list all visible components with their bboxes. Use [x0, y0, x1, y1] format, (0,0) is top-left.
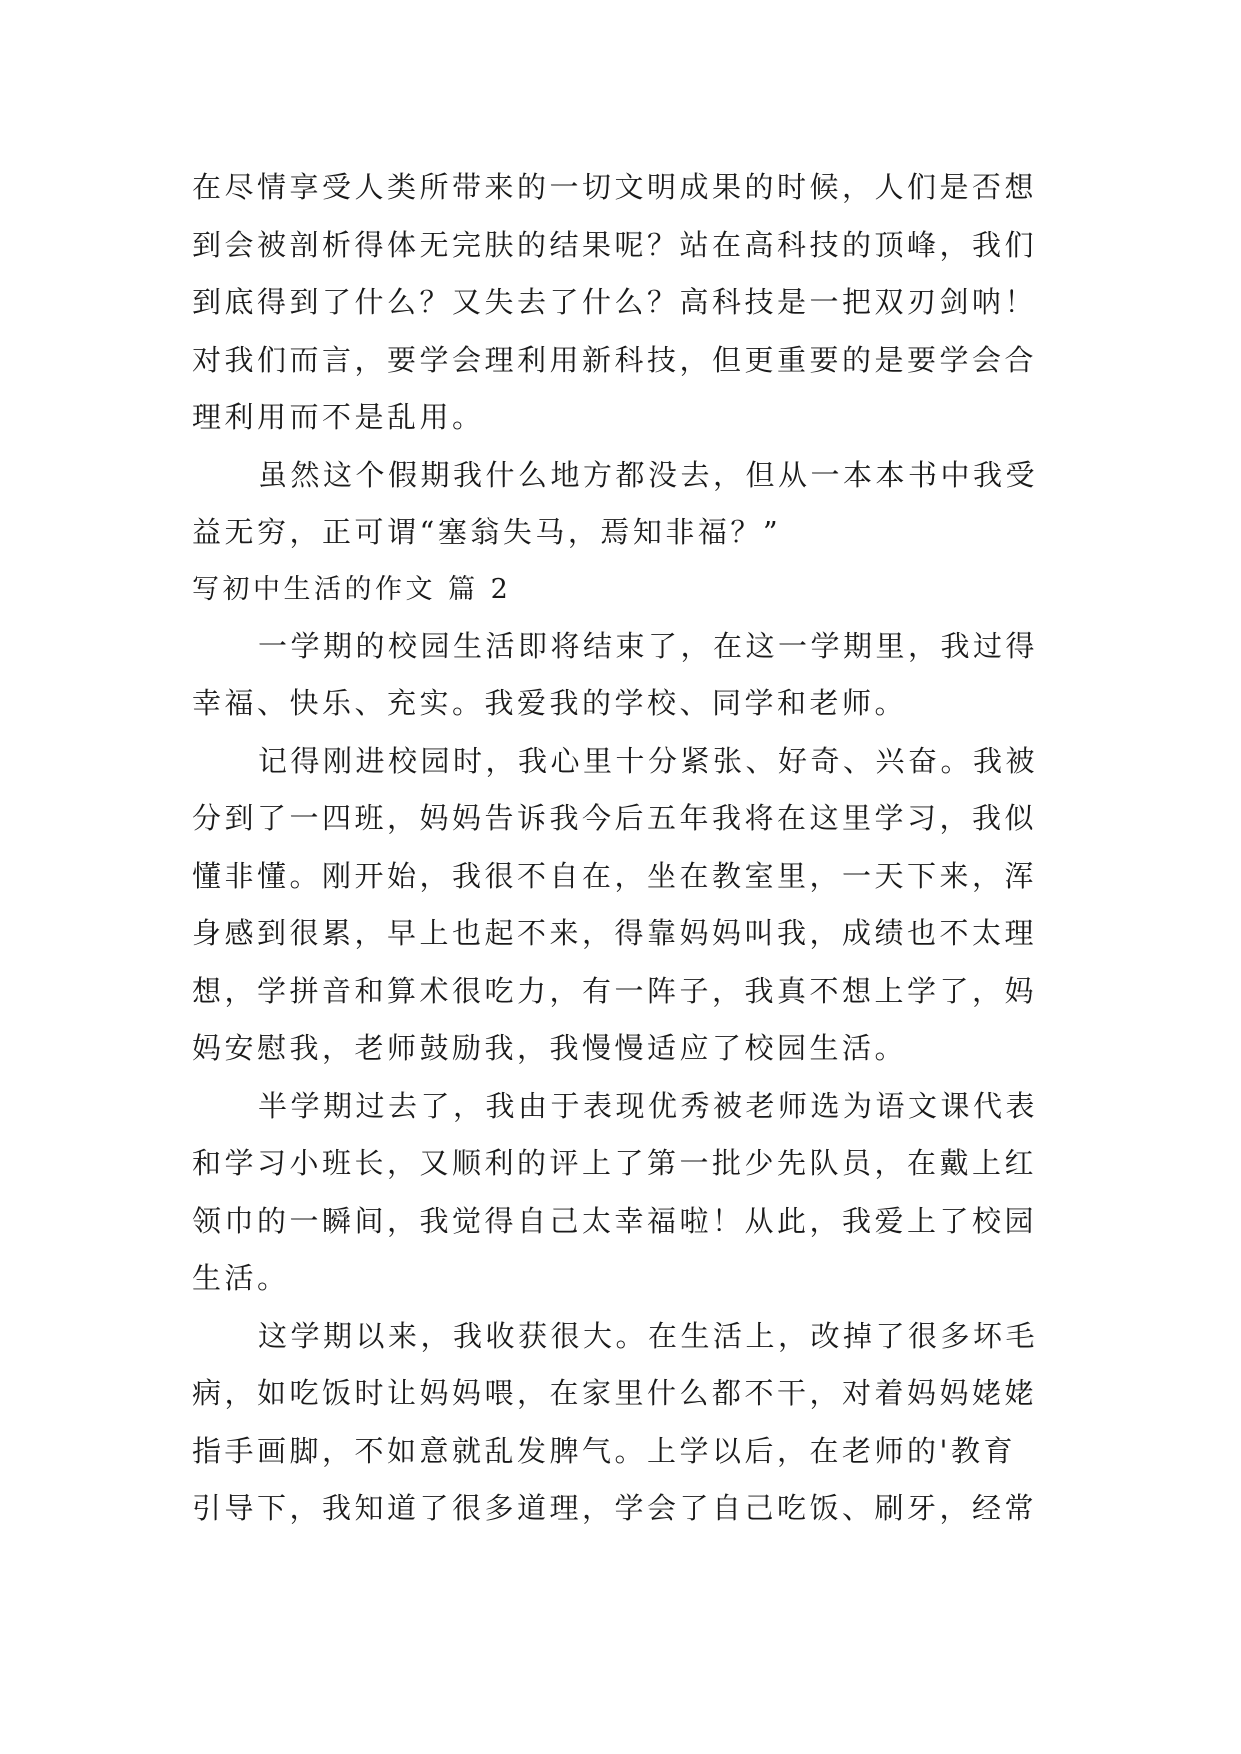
text-line: 幸福、快乐、充实。我爱我的学校、同学和老师。: [192, 686, 908, 720]
text-line: 在尽情享受人类所带来的一切文明成果的时候，人们是否想: [192, 170, 1038, 204]
text-line: 身感到很累，早上也起不来，得靠妈妈叫我，成绩也不太理: [192, 916, 1038, 950]
text-line: 领巾的一瞬间，我觉得自己太幸福啦！从此，我爱上了校园: [192, 1203, 1038, 1238]
intro-paragraph: [192, 159, 1052, 447]
text-line: 病，如吃饭时让妈妈喂，在家里什么都不干，对着妈妈姥姥: [192, 1376, 1038, 1410]
text-line: 益无穷，正可谓“塞翁失马，焉知非福？”: [192, 515, 782, 549]
text-line: 妈安慰我，老师鼓励我，我慢慢适应了校园生活。: [192, 1031, 908, 1065]
text-line: 到底得到了什么？又失去了什么？高科技是一把双刃剑呐！: [192, 285, 1038, 319]
text-line: 分到了一四班，妈妈告诉我今后五年我将在这里学习，我似: [192, 801, 1038, 835]
paragraph-4: [192, 1308, 1052, 1538]
text-line: 记得刚进校园时，我心里十分紧张、好奇、兴奋。我被: [258, 743, 1039, 778]
document-body: [192, 159, 1052, 1538]
text-line: 和学习小班长，又顺利的评上了第一批少先队员，在戴上红: [192, 1146, 1038, 1180]
text-line: 想，学拼音和算术很吃力，有一阵子，我真不想上学了，妈: [192, 973, 1038, 1008]
text-line: 到会被剖析得体无完肤的结果呢？站在高科技的顶峰，我们: [192, 227, 1038, 262]
text-line: 半学期过去了，我由于表现优秀被老师选为语文课代表: [258, 1088, 1039, 1123]
text-line: 懂非懂。刚开始，我很不自在，坐在教室里，一天下来，浑: [192, 858, 1038, 893]
text-line: 生活。: [192, 1261, 290, 1295]
paragraph-2: [192, 733, 1052, 1078]
text-line: 对我们而言，要学会理利用新科技，但更重要的是要学会合: [192, 342, 1038, 377]
text-line: 一学期的校园生活即将结束了，在这一学期里，我过得: [258, 628, 1039, 663]
closing-paragraph: [192, 447, 1052, 562]
paragraph-1: [192, 618, 1052, 733]
text-line: 指手画脚，不如意就乱发脾气。上学以后，在老师的'教育: [192, 1433, 1016, 1468]
text-line: 引导下，我知道了很多道理，学会了自己吃饭、刷牙，经常: [192, 1491, 1038, 1525]
section-heading: 写初中生活的作文 篇 2: [192, 573, 512, 605]
text-line: 虽然这个假期我什么地方都没去，但从一本本书中我受: [258, 457, 1039, 492]
text-line: 这学期以来，我收获很大。在生活上，改掉了很多坏毛: [258, 1318, 1039, 1353]
text-line: 理利用而不是乱用。: [192, 400, 485, 434]
paragraph-3: [192, 1078, 1052, 1308]
